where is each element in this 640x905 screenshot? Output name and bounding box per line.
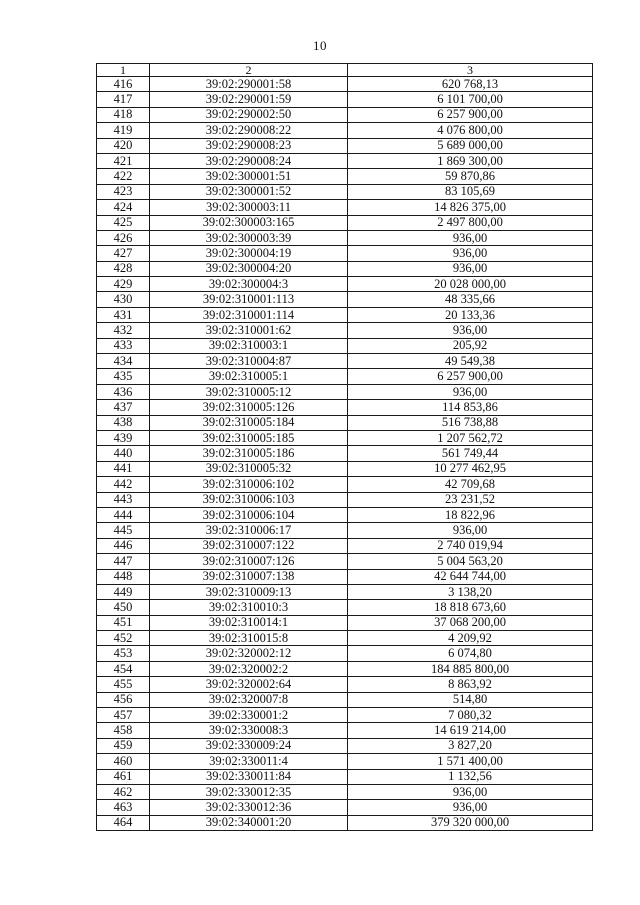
table-row [97,107,593,122]
row-number-cell: 426 [97,230,150,245]
cadastral-number-cell: 39:02:330011:4 [150,754,348,769]
row-number-cell: 441 [97,461,150,476]
cadastral-value-cell: 5 689 000,00 [348,138,593,153]
table-row [97,754,593,769]
row-number-cell: 445 [97,523,150,538]
table-row [97,492,593,507]
row-number-cell: 442 [97,477,150,492]
cadastral-number-cell: 39:02:310005:1 [150,369,348,384]
cadastral-value-cell: 18 818 673,60 [348,600,593,615]
cadastral-number-cell: 39:02:310005:186 [150,446,348,461]
cadastral-number-cell: 39:02:300003:11 [150,200,348,215]
cadastral-value-cell: 379 320 000,00 [348,815,593,830]
row-number-cell: 433 [97,338,150,353]
row-number-cell: 436 [97,384,150,399]
cadastral-value-cell: 23 231,52 [348,492,593,507]
table-row [97,661,593,676]
table-row [97,184,593,199]
table-row [97,77,593,92]
cadastral-value-cell: 14 619 214,00 [348,723,593,738]
table-row [97,369,593,384]
cadastral-value-cell: 49 549,38 [348,354,593,369]
table-row [97,569,593,584]
cadastral-value-cell: 2 740 019,94 [348,538,593,553]
cadastral-value-cell: 20 028 000,00 [348,277,593,292]
cadastral-value-cell: 516 738,88 [348,415,593,430]
cadastral-number-cell: 39:02:290008:22 [150,123,348,138]
cadastral-number-cell: 39:02:320002:2 [150,661,348,676]
cadastral-value-cell: 14 826 375,00 [348,200,593,215]
cadastral-value-cell: 936,00 [348,246,593,261]
table-row [97,292,593,307]
page-number: 10 [313,38,327,53]
cadastral-value-cell: 7 080,32 [348,708,593,723]
table-row [97,338,593,353]
cadastral-number-cell: 39:02:310005:185 [150,430,348,445]
cadastral-value-cell: 6 101 700,00 [348,92,593,107]
cadastral-number-cell: 39:02:320002:12 [150,646,348,661]
table-row [97,400,593,415]
table-row [97,323,593,338]
table-row [97,123,593,138]
row-number-cell: 451 [97,615,150,630]
table-body [97,77,593,831]
row-number-cell: 421 [97,153,150,168]
cadastral-number-cell: 39:02:320002:64 [150,677,348,692]
row-number-cell: 457 [97,708,150,723]
row-number-cell: 447 [97,554,150,569]
cadastral-number-cell: 39:02:330012:35 [150,784,348,799]
cadastral-number-cell: 39:02:310007:126 [150,554,348,569]
row-number-cell: 437 [97,400,150,415]
cadastral-value-cell: 6 074,80 [348,646,593,661]
cadastral-number-cell: 39:02:310006:17 [150,523,348,538]
cadastral-number-cell: 39:02:310004:87 [150,354,348,369]
table-row [97,584,593,599]
table-row [97,384,593,399]
row-number-cell: 435 [97,369,150,384]
cadastral-value-cell: 1 571 400,00 [348,754,593,769]
row-number-cell: 440 [97,446,150,461]
cadastral-number-cell: 39:02:330001:2 [150,708,348,723]
cadastral-number-cell: 39:02:290008:23 [150,138,348,153]
row-number-cell: 460 [97,754,150,769]
table-row [97,246,593,261]
cadastral-number-cell: 39:02:300004:19 [150,246,348,261]
cadastral-value-cell: 936,00 [348,384,593,399]
cadastral-value-table [96,63,593,831]
row-number-cell: 434 [97,354,150,369]
cadastral-number-cell: 39:02:300004:20 [150,261,348,276]
cadastral-number-cell: 39:02:310005:12 [150,384,348,399]
cadastral-number-cell: 39:02:290008:24 [150,153,348,168]
cadastral-number-cell: 39:02:340001:20 [150,815,348,830]
row-number-cell: 444 [97,507,150,522]
table-row [97,200,593,215]
row-number-cell: 453 [97,646,150,661]
cadastral-number-cell: 39:02:310006:103 [150,492,348,507]
row-number-cell: 448 [97,569,150,584]
cadastral-value-cell: 6 257 900,00 [348,369,593,384]
table-row [97,215,593,230]
cadastral-number-cell: 39:02:310014:1 [150,615,348,630]
row-number-cell: 464 [97,815,150,830]
cadastral-value-cell: 1 869 300,00 [348,153,593,168]
row-number-cell: 417 [97,92,150,107]
cadastral-number-cell: 39:02:330012:36 [150,800,348,815]
cadastral-number-cell: 39:02:310009:13 [150,584,348,599]
row-number-cell: 432 [97,323,150,338]
cadastral-value-cell: 1 207 562,72 [348,430,593,445]
table-row [97,538,593,553]
row-number-cell: 420 [97,138,150,153]
cadastral-value-cell: 8 863,92 [348,677,593,692]
table-row [97,800,593,815]
row-number-cell: 424 [97,200,150,215]
table-row [97,153,593,168]
cadastral-value-cell: 5 004 563,20 [348,554,593,569]
table-row [97,784,593,799]
row-number-cell: 429 [97,277,150,292]
row-number-cell: 438 [97,415,150,430]
cadastral-number-cell: 39:02:310006:104 [150,507,348,522]
cadastral-value-cell: 3 138,20 [348,584,593,599]
table-row [97,461,593,476]
row-number-cell: 458 [97,723,150,738]
row-number-cell: 449 [97,584,150,599]
row-number-cell: 456 [97,692,150,707]
table-row [97,692,593,707]
table-row [97,507,593,522]
header-column-1: 1 [97,64,150,77]
row-number-cell: 461 [97,769,150,784]
cadastral-value-cell: 48 335,66 [348,292,593,307]
cadastral-value-cell: 184 885 800,00 [348,661,593,676]
cadastral-value-cell: 20 133,36 [348,307,593,322]
cadastral-number-cell: 39:02:310007:122 [150,538,348,553]
cadastral-value-cell: 3 827,20 [348,738,593,753]
cadastral-value-cell: 114 853,86 [348,400,593,415]
cadastral-value-cell: 2 497 800,00 [348,215,593,230]
cadastral-number-cell: 39:02:300003:165 [150,215,348,230]
row-number-cell: 422 [97,169,150,184]
cadastral-number-cell: 39:02:300001:52 [150,184,348,199]
cadastral-value-cell: 936,00 [348,800,593,815]
cadastral-number-cell: 39:02:310005:184 [150,415,348,430]
cadastral-number-cell: 39:02:310005:126 [150,400,348,415]
row-number-cell: 463 [97,800,150,815]
row-number-cell: 443 [97,492,150,507]
cadastral-number-cell: 39:02:310007:138 [150,569,348,584]
cadastral-number-cell: 39:02:300004:3 [150,277,348,292]
cadastral-value-cell: 83 105,69 [348,184,593,199]
cadastral-value-cell: 936,00 [348,261,593,276]
table-row [97,138,593,153]
cadastral-value-cell: 4 209,92 [348,631,593,646]
table-row [97,261,593,276]
table-row [97,600,593,615]
table-row [97,92,593,107]
cadastral-value-cell: 205,92 [348,338,593,353]
cadastral-number-cell: 39:02:300001:51 [150,169,348,184]
cadastral-number-cell: 39:02:310010:3 [150,600,348,615]
cadastral-value-cell: 936,00 [348,523,593,538]
table-row [97,307,593,322]
table-row [97,277,593,292]
cadastral-number-cell: 39:02:310005:32 [150,461,348,476]
table-row [97,354,593,369]
cadastral-number-cell: 39:02:330011:84 [150,769,348,784]
table-row [97,523,593,538]
cadastral-value-cell: 42 644 744,00 [348,569,593,584]
table-row [97,815,593,830]
row-number-cell: 425 [97,215,150,230]
cadastral-number-cell: 39:02:290001:59 [150,92,348,107]
cadastral-value-cell: 1 132,56 [348,769,593,784]
row-number-cell: 446 [97,538,150,553]
row-number-cell: 416 [97,77,150,92]
table-row [97,446,593,461]
table-row [97,769,593,784]
row-number-cell: 430 [97,292,150,307]
header-row [97,64,593,77]
table-row [97,477,593,492]
cadastral-value-cell: 936,00 [348,230,593,245]
cadastral-number-cell: 39:02:310001:62 [150,323,348,338]
row-number-cell: 427 [97,246,150,261]
table-row [97,631,593,646]
table-row [97,415,593,430]
cadastral-number-cell: 39:02:330008:3 [150,723,348,738]
table-row [97,708,593,723]
table-row [97,430,593,445]
cadastral-value-cell: 37 068 200,00 [348,615,593,630]
cadastral-value-cell: 561 749,44 [348,446,593,461]
row-number-cell: 454 [97,661,150,676]
table-row [97,723,593,738]
cadastral-number-cell: 39:02:310006:102 [150,477,348,492]
row-number-cell: 419 [97,123,150,138]
table-row [97,554,593,569]
cadastral-value-cell: 620 768,13 [348,77,593,92]
header-column-2: 2 [150,64,348,77]
table-row [97,230,593,245]
cadastral-value-cell: 42 709,68 [348,477,593,492]
row-number-cell: 450 [97,600,150,615]
table-row [97,738,593,753]
cadastral-value-cell: 18 822,96 [348,507,593,522]
row-number-cell: 423 [97,184,150,199]
header-column-3: 3 [348,64,593,77]
cadastral-value-cell: 936,00 [348,323,593,338]
cadastral-value-cell: 514,80 [348,692,593,707]
row-number-cell: 459 [97,738,150,753]
cadastral-number-cell: 39:02:310001:113 [150,292,348,307]
cadastral-number-cell: 39:02:290001:58 [150,77,348,92]
row-number-cell: 455 [97,677,150,692]
cadastral-number-cell: 39:02:330009:24 [150,738,348,753]
table-row [97,677,593,692]
cadastral-number-cell: 39:02:290002:50 [150,107,348,122]
cadastral-number-cell: 39:02:310001:114 [150,307,348,322]
cadastral-value-cell: 10 277 462,95 [348,461,593,476]
cadastral-number-cell: 39:02:310003:1 [150,338,348,353]
cadastral-value-cell: 6 257 900,00 [348,107,593,122]
table-row [97,615,593,630]
row-number-cell: 452 [97,631,150,646]
row-number-cell: 418 [97,107,150,122]
cadastral-value-cell: 59 870,86 [348,169,593,184]
table-header [97,64,593,77]
row-number-cell: 431 [97,307,150,322]
cadastral-number-cell: 39:02:320007:8 [150,692,348,707]
table-row [97,169,593,184]
cadastral-value-cell: 4 076 800,00 [348,123,593,138]
cadastral-number-cell: 39:02:300003:39 [150,230,348,245]
row-number-cell: 428 [97,261,150,276]
row-number-cell: 439 [97,430,150,445]
table-row [97,646,593,661]
row-number-cell: 462 [97,784,150,799]
cadastral-number-cell: 39:02:310015:8 [150,631,348,646]
cadastral-value-cell: 936,00 [348,784,593,799]
